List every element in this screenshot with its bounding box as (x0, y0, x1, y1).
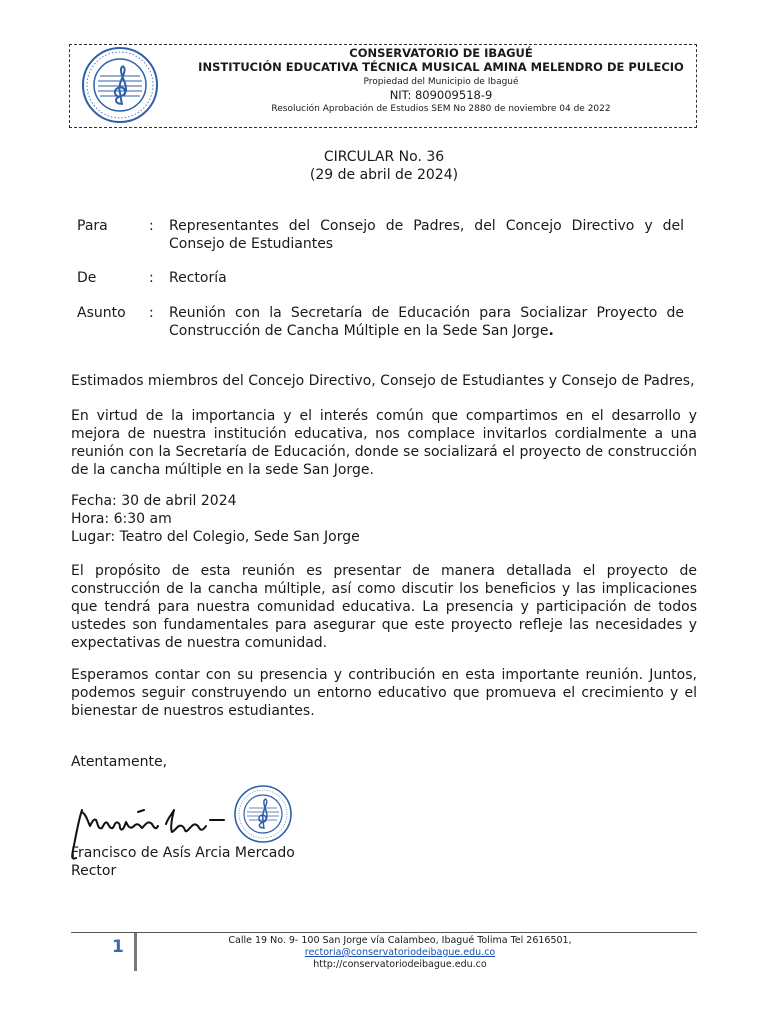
paragraph-purpose: El propósito de esta reunión es presentar de manera detallada el proyecto de construcción de la cancha múltiple, así como discutir los beneficios y las implicaciones que tendrá para nuestra comunidad educativa. La presencia y participación de todos ustedes son fundamentales para asegurar que este proyecto refleje las necesidades y expectativas de nuestra comunidad. (71, 563, 697, 651)
signer-name: Francisco de Asís Arcia Mercado (71, 845, 295, 861)
property-note: Propiedad del Municipio de Ibagué (363, 77, 519, 87)
footer-vertical-bar (134, 933, 137, 971)
footer-email-link[interactable]: rectoria@conservatoriodeibague.edu.co (304, 947, 496, 958)
institution-name: INSTITUCIÓN EDUCATIVA TÉCNICA MUSICAL AMINA MELENDRO DE PULECIO (198, 60, 684, 74)
circular-title: CIRCULAR No. 36 (323, 149, 445, 165)
meeting-date: Fecha: 30 de abril 2024 (71, 493, 237, 509)
institution-seal-stamp (233, 784, 293, 844)
closing-salutation: Atentamente, (71, 754, 168, 770)
meta-label: Para (77, 218, 108, 234)
meta-label: Asunto (77, 305, 126, 321)
meeting-time: Hora: 6:30 am (71, 511, 172, 527)
meta-para-value: Representantes del Consejo de Padres, del Concejo Directivo y del Consejo de Estudiantes (169, 218, 684, 252)
institution-seal-logo (80, 45, 160, 125)
meta-label: De (77, 270, 97, 286)
letterhead (69, 44, 697, 128)
signer-title: Rector (71, 863, 117, 879)
meta-colon: : (149, 305, 154, 321)
resolution: Resolución Aprobación de Estudios SEM No 2880 de noviembre 04 de 2022 (271, 104, 611, 114)
asunto-text: Reunión con la Secretaría de Educación para Socializar Proyecto de Construcción de Cancha Múltiple en la Sede San Jorge (169, 305, 684, 339)
meta-colon: : (149, 270, 154, 286)
nit: NIT: 809009518-9 (389, 88, 493, 102)
footer-contact (190, 935, 610, 971)
paragraph-invitation: En virtud de la importancia y el interés común que compartimos en el desarrollo y mejora de nuestra institución educativa, nos complace invitarlos cordialmente a una reunión con la Secretaría de Educación, donde se socializará el proyecto de construcción de la cancha múltiple en la sede San Jorge. (71, 408, 697, 478)
footer-website: http://conservatoriodeibague.edu.co (313, 959, 487, 970)
footer-divider (71, 932, 697, 933)
circular-date: (29 de abril de 2024) (309, 167, 459, 183)
greeting: Estimados miembros del Concejo Directivo, Consejo de Estudiantes y Consejo de Padres, (71, 373, 695, 389)
school-name: CONSERVATORIO DE IBAGUÉ (349, 46, 533, 60)
footer-address: Calle 19 No. 9- 100 San Jorge vía Calambeo, Ibagué Tolima Tel 2616501, (228, 935, 572, 946)
asunto-period: . (548, 323, 554, 339)
meta-colon: : (149, 218, 154, 234)
meta-de-value: Rectoría (169, 270, 227, 286)
paragraph-closing: Esperamos contar con su presencia y contribución en esta importante reunión. Juntos, podemos seguir construyendo un entorno educativo que promueva el crecimiento y el bienestar de nuestros estudiantes. (71, 667, 697, 719)
page-number: 1 (112, 937, 124, 957)
meta-asunto-value (169, 304, 684, 340)
meeting-place: Lugar: Teatro del Colegio, Sede San Jorge (71, 529, 360, 545)
